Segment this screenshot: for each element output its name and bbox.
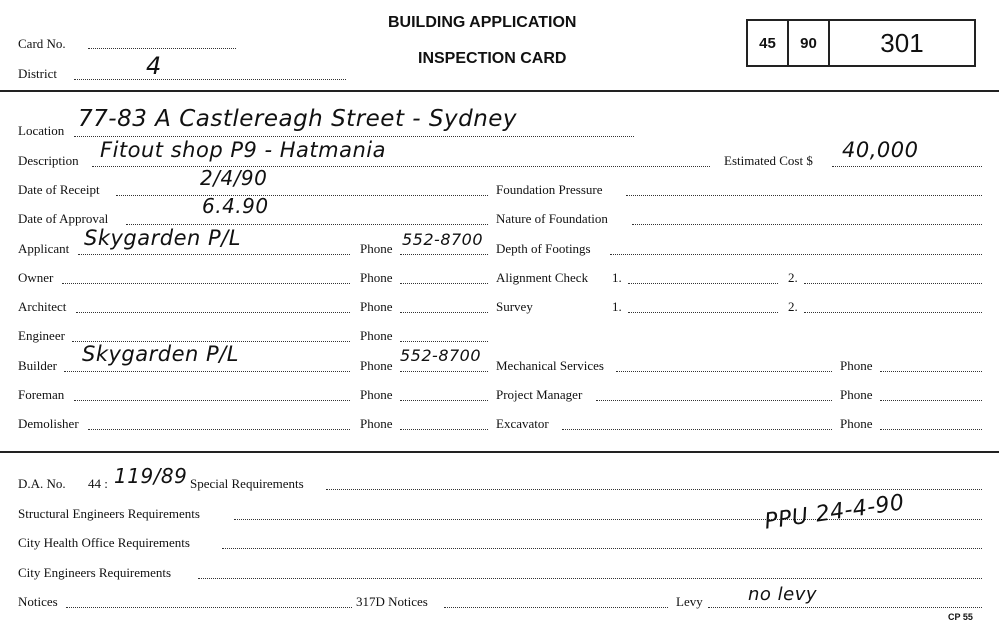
builder-value: Skygarden P/L	[82, 342, 239, 366]
depth-footings-line	[610, 254, 982, 255]
city-engineers-requirements-line	[198, 578, 982, 579]
foreman-phone-line	[400, 400, 488, 401]
excavator-phone-line	[880, 429, 982, 430]
card-title-line2: INSPECTION CARD	[418, 50, 567, 67]
builder-phone-line	[400, 371, 488, 372]
date-receipt-line	[116, 195, 488, 196]
description-line	[92, 166, 710, 167]
applicant-line	[78, 254, 350, 255]
date-receipt-label: Date of Receipt	[18, 182, 100, 197]
estimated-cost-value: 40,000	[842, 138, 919, 162]
code-box-2	[787, 19, 830, 67]
alignment-check-label: Alignment Check	[496, 270, 589, 285]
levy-line	[708, 607, 982, 608]
mechanical-services-phone-label: Phone	[840, 358, 873, 373]
engineer-phone-label: Phone	[360, 328, 393, 343]
structural-requirements-label: Structural Engineers Requirements	[18, 506, 200, 521]
foundation-pressure-line	[626, 195, 982, 196]
foundation-pressure-label: Foundation Pressure	[496, 182, 603, 197]
location-label: Location	[18, 123, 65, 138]
special-requirements-line	[326, 489, 982, 490]
foreman-label: Foreman	[18, 387, 65, 402]
special-requirements-label: Special Requirements	[190, 476, 304, 491]
mechanical-services-label: Mechanical Services	[496, 358, 604, 373]
applicant-phone-value: 552-8700	[402, 230, 484, 249]
mechanical-services-line	[616, 371, 832, 372]
architect-phone-label: Phone	[360, 299, 393, 314]
card-no-label: Card No.	[18, 36, 66, 51]
card-no-line	[88, 48, 236, 49]
da-no-value: 119/89	[114, 464, 188, 488]
district-line	[74, 79, 346, 80]
structural-requirements-value: PPU 24-4-90	[762, 490, 907, 535]
description-value: Fitout shop P9 - Hatmania	[100, 138, 387, 162]
nature-foundation-label: Nature of Foundation	[496, 211, 608, 226]
location-value: 77-83 A Castlereagh Street - Sydney	[78, 106, 518, 132]
card-number-box	[828, 19, 976, 67]
description-label: Description	[18, 153, 79, 168]
code-box-1-value: 45	[759, 34, 776, 52]
notices-317d-label: 317D Notices	[356, 594, 428, 609]
architect-label: Architect	[18, 299, 67, 314]
estimated-cost-line	[832, 166, 982, 167]
code-box-2-value: 90	[800, 34, 817, 52]
builder-phone-label: Phone	[360, 358, 393, 373]
survey-2-label: 2.	[788, 299, 798, 314]
builder-label: Builder	[18, 358, 57, 373]
code-box-1	[746, 19, 789, 67]
alignment-check-1-label: 1.	[612, 270, 622, 285]
card-title-line1: BUILDING APPLICATION	[388, 14, 577, 31]
details-rule	[0, 451, 999, 453]
survey-2-line	[804, 312, 982, 313]
foreman-line	[74, 400, 350, 401]
owner-label: Owner	[18, 270, 54, 285]
architect-line	[76, 312, 350, 313]
form-code: CP 55	[948, 612, 973, 622]
applicant-phone-label: Phone	[360, 241, 393, 256]
engineer-phone-line	[400, 341, 488, 342]
alignment-check-2-label: 2.	[788, 270, 798, 285]
da-no-label: D.A. No.	[18, 476, 66, 491]
mechanical-services-phone-line	[880, 371, 982, 372]
date-approval-label: Date of Approval	[18, 211, 109, 226]
notices-317d-line	[444, 607, 668, 608]
survey-1-label: 1.	[612, 299, 622, 314]
alignment-check-2-line	[804, 283, 982, 284]
survey-label: Survey	[496, 299, 533, 314]
notices-line	[66, 607, 352, 608]
applicant-phone-line	[400, 254, 488, 255]
date-approval-line	[126, 224, 488, 225]
notices-label: Notices	[18, 594, 58, 609]
health-requirements-label: City Health Office Requirements	[18, 535, 190, 550]
builder-line	[64, 371, 350, 372]
location-line	[74, 136, 634, 137]
applicant-label: Applicant	[18, 241, 70, 256]
survey-1-line	[628, 312, 778, 313]
demolisher-label: Demolisher	[18, 416, 79, 431]
date-approval-value: 6.4.90	[202, 194, 269, 218]
demolisher-phone-line	[400, 429, 488, 430]
project-manager-phone-line	[880, 400, 982, 401]
demolisher-phone-label: Phone	[360, 416, 393, 431]
project-manager-line	[596, 400, 832, 401]
district-label: District	[18, 66, 57, 81]
owner-phone-label: Phone	[360, 270, 393, 285]
alignment-check-1-line	[628, 283, 778, 284]
estimated-cost-label: Estimated Cost $	[724, 153, 813, 168]
levy-value: no levy	[748, 584, 818, 605]
health-requirements-line	[222, 548, 982, 549]
da-prefix: 44 :	[88, 476, 108, 491]
card-number-value: 301	[880, 27, 924, 58]
project-manager-label: Project Manager	[496, 387, 583, 402]
owner-phone-line	[400, 283, 488, 284]
header-rule	[0, 90, 999, 92]
excavator-line	[562, 429, 832, 430]
excavator-phone-label: Phone	[840, 416, 873, 431]
architect-phone-line	[400, 312, 488, 313]
foreman-phone-label: Phone	[360, 387, 393, 402]
applicant-value: Skygarden P/L	[84, 226, 241, 250]
project-manager-phone-label: Phone	[840, 387, 873, 402]
depth-footings-label: Depth of Footings	[496, 241, 591, 256]
builder-phone-value: 552-8700	[400, 346, 482, 365]
excavator-label: Excavator	[496, 416, 549, 431]
date-receipt-value: 2/4/90	[200, 166, 268, 190]
district-value: 4	[146, 52, 162, 80]
engineer-label: Engineer	[18, 328, 65, 343]
demolisher-line	[88, 429, 350, 430]
owner-line	[62, 283, 350, 284]
city-engineers-requirements-label: City Engineers Requirements	[18, 565, 172, 580]
nature-foundation-line	[632, 224, 982, 225]
levy-label: Levy	[676, 594, 703, 609]
